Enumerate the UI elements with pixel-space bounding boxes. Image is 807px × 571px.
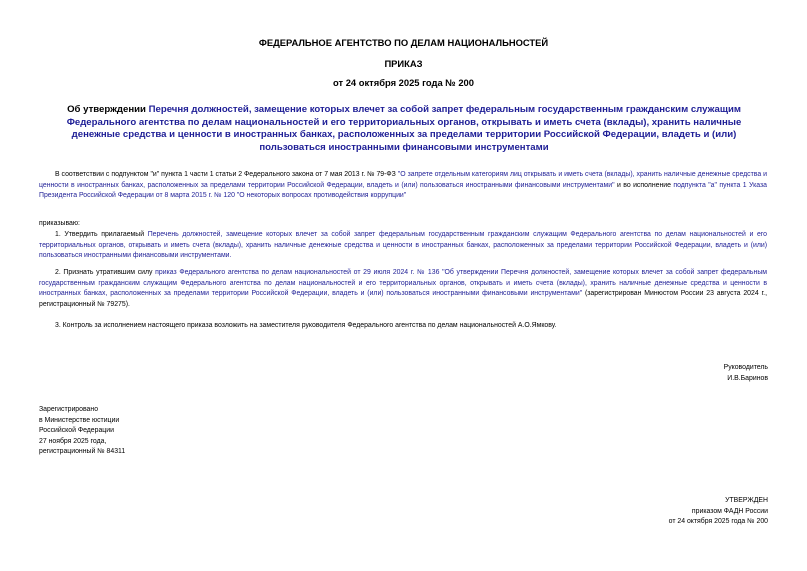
order-date: от 24 октября 2025 года № 200 (333, 77, 474, 88)
agency-name: ФЕДЕРАЛЬНОЕ АГЕНТСТВО ПО ДЕЛАМ НАЦИОНАЛЬНОСТЕЙ (258, 37, 549, 48)
registration-line-2: в Министерстве юстиции (39, 416, 120, 424)
item-2-text-2: (зарегистрирован Минюстом России 23 августа 2024 г., регистрационный № 79275). (39, 290, 767, 308)
signature-name: И.В.Баринов (727, 374, 768, 382)
registration-line-1: Зарегистрировано (39, 406, 99, 413)
order-title (48, 104, 760, 154)
item-3-paragraph: 3. Контроль за исполнением настоящего приказа возложить на заместителя руководителя Федерального агентства по делам национальностей А.О.Ямкову. (55, 322, 557, 329)
preamble-text-1: В соответствии с подпунктом "и" пункта 1 части 1 статьи 2 Федерального закона от 7 мая 2013 г. № 79-ФЗ (55, 171, 396, 178)
item-1-paragraph (39, 230, 767, 262)
item-2-paragraph (39, 268, 767, 310)
item-1-text: 1. Утвердить прилагаемый (55, 231, 145, 238)
registration-line-3: Российской Федерации (39, 427, 114, 435)
approval-line-2: приказом ФАДН России (691, 507, 768, 515)
decide-word: приказываю: (39, 220, 80, 227)
signature-block (724, 363, 768, 384)
federal-law-link[interactable]: "О запрете отдельным категориям лиц открывать и иметь счета (вклады), хранить наличные денежные средства и ценности в иностранных банках, расположенных за пределами территории Российской Федерации, владеть и (или) пользоваться иностранными финансовыми инструментами" (39, 171, 768, 189)
registration-line-4: 27 ноября 2025 года, (39, 437, 107, 445)
document-type: ПРИКАЗ (384, 58, 423, 69)
repealed-order-link[interactable]: приказ Федерального агентства по делам национальностей от 29 июля 2024 г. № 136 "Об утверждении Перечня должностей, замещение которых влечет за собой запрет федеральным государственным гражданским служащим Федерального агентства по делам национальностей и его территориальных органов, открывать и иметь счета (вклады), хранить наличные денежные средства и ценности в иностранных банках, расположенных за пределами территории Российской Федерации, владеть и (или) пользоваться иностранными финансовыми инструментами" (39, 269, 768, 298)
approval-line-3: от 24 октября 2025 года № 200 (668, 518, 768, 526)
registration-line-5: регистрационный № 84311 (39, 448, 126, 456)
title-link[interactable]: Перечня должностей, замещение которых влечет за собой запрет федеральным государственным гражданским служащим Федерального агентства по делам национальностей и его территориальных органов, открывать и иметь счета (вклады), хранить наличные денежные средства и ценности в иностранных банках, расположенных за пределами территории Российской Федерации, владеть и (или) пользоваться иностранными финансовыми инструментами (66, 104, 742, 153)
approval-block (669, 496, 768, 528)
preamble-paragraph (39, 170, 767, 202)
title-prefix: Об утверждении (67, 104, 146, 115)
presidential-decree-link[interactable]: подпункта "а" пункта 1 Указа Президента Российской Федерации от 8 марта 2015 г. № 120 "О некоторых вопросах противодействия коррупции" (39, 181, 767, 200)
preamble-text-2: и во исполнение (616, 181, 671, 189)
list-of-positions-link[interactable]: Перечень должностей, замещение которых влечет за собой запрет федеральным государственным гражданским служащим Федерального агентства по делам национальностей и его территориальных органов, открывать и иметь счета (вклады), хранить наличные денежные средства и ценности в иностранных банках, расположенных за пределами территории Российской Федерации, владеть и (или) пользоваться иностранными финансовыми инструментами. (39, 231, 767, 260)
item-2-text-1: 2. Признать утратившим силу (55, 269, 153, 276)
signature-position: Руководитель (723, 364, 768, 371)
approval-line-1: УТВЕРЖДЕН (725, 497, 768, 504)
registration-block (39, 405, 125, 458)
